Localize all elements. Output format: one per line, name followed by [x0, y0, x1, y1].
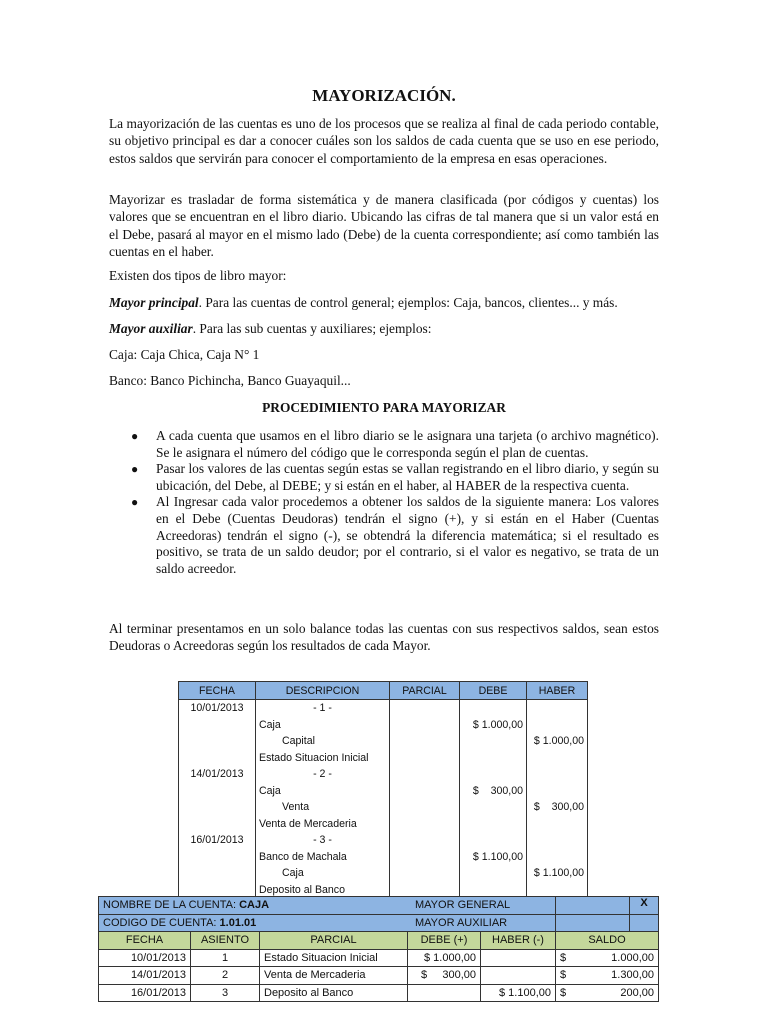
list-item: ● Al Ingresar cada valor procedemos a obtener los saldos de la siguiente manera: Los valores en el Debe (Cuentas Deudoras) tendrán el signo (+), y si están en el Haber (Cuentas Acreedoras) tendrán el signo (-), se obtendrá la diferencia matemática; si el resultado es positivo, se trata de un saldo deudor; por el contrario, si el valor es negativo, se trata de un saldo acreedor.: [131, 494, 659, 576]
bullet-icon: ●: [131, 429, 139, 443]
mayor-general-mark: X: [629, 897, 658, 914]
table-row: 10/01/2013 1 Estado Situacion Inicial $ 1.000,00 $ 1.000,00: [99, 949, 659, 967]
table-row: Caja $ 1.000,00: [179, 717, 588, 734]
table-row: 10/01/2013 - 1 -: [179, 700, 588, 717]
table-row: 16/01/2013 3 Deposito al Banco $ 1.100,00 $ 200,00: [99, 984, 659, 1002]
mayor-general-cell: [556, 897, 659, 915]
journal-header-row: [179, 682, 588, 700]
types-intro: Existen dos tipos de libro mayor:: [109, 268, 287, 283]
ledger-code-row: [99, 914, 659, 932]
journal-header-descripcion: DESCRIPCION: [256, 682, 390, 700]
ledger-header-saldo: SALDO: [556, 932, 659, 950]
page-title: MAYORIZACIÓN.: [312, 86, 456, 105]
bullet-icon: ●: [131, 495, 139, 510]
table-row: Estado Situacion Inicial: [179, 750, 588, 767]
table-row: Deposito al Banco: [179, 882, 588, 899]
table-row: Venta $ 300,00: [179, 799, 588, 816]
ledger-table: [98, 896, 659, 1002]
bullet-icon: ●: [131, 462, 139, 477]
list-item: ● A cada cuenta que usamos en el libro diario se le asignara una tarjeta (o archivo magnético). Se le asignara el número del código que le corresponda según el plan de cuentas.: [131, 428, 659, 460]
journal-header-haber: HABER: [527, 682, 588, 700]
procedure-list: [109, 428, 659, 577]
journal-table: [178, 681, 588, 899]
mayor-auxiliar-label: MAYOR AUXILIAR: [408, 914, 556, 932]
journal-header-parcial: PARCIAL: [390, 682, 460, 700]
procedure-subtitle: PROCEDIMIENTO PARA MAYORIZAR: [262, 400, 506, 415]
ledger-name-row: [99, 897, 659, 915]
ledger-header-asiento: ASIENTO: [191, 932, 260, 950]
mayor-principal-paragraph: [109, 294, 659, 311]
journal-header-fecha: FECHA: [179, 682, 256, 700]
definition-paragraph: Mayorizar es trasladar de forma sistemática y de manera clasificada (por códigos y cuentas) los valores que se encuentran en el libro diario. Ubicando las cifras de tal manera que si un valor está en el Debe, pasará al mayor en el mismo lado (Debe) de la cuenta correspondiente; así como también las cuentas en el haber.: [109, 192, 659, 260]
mayor-auxiliar-paragraph: [109, 320, 659, 337]
table-row: 14/01/2013 2 Venta de Mercaderia $ 300,00 $ 1.300,00: [99, 967, 659, 985]
ledger-header-parcial: PARCIAL: [260, 932, 408, 950]
table-row: Banco de Machala $ 1.100,00: [179, 849, 588, 866]
table-row: Caja $ 300,00: [179, 783, 588, 800]
banco-example: Banco: Banco Pichincha, Banco Guayaquil...: [109, 373, 351, 388]
table-row: 16/01/2013 - 3 -: [179, 832, 588, 849]
mayor-principal-text: . Para las cuentas de control general; ejemplos: Caja, bancos, clientes... y más.: [198, 295, 618, 310]
mayor-principal-label: Mayor principal: [109, 295, 199, 310]
ledger-header-fecha: FECHA: [99, 932, 191, 950]
mayor-general-label: MAYOR GENERAL: [408, 897, 556, 915]
ledger-header-row: [99, 932, 659, 950]
table-row: Capital $ 1.000,00: [179, 733, 588, 750]
closing-paragraph: Al terminar presentamos en un solo balance todas las cuentas con sus respectivos saldos, sean estos Deudoras o Acreedoras según los resultados de cada Mayor.: [109, 621, 659, 654]
account-code: CODIGO DE CUENTA: 1.01.01: [99, 914, 408, 932]
journal-header-debe: DEBE: [460, 682, 527, 700]
mayor-auxiliar-cell: [556, 914, 659, 932]
mayor-auxiliar-label: Mayor auxiliar: [109, 321, 193, 336]
table-row: Caja $ 1.100,00: [179, 865, 588, 882]
account-name: NOMBRE DE LA CUENTA: CAJA: [99, 897, 408, 915]
table-row: Venta de Mercaderia: [179, 816, 588, 833]
ledger-header-debe: DEBE (+): [408, 932, 481, 950]
intro-paragraph: La mayorización de las cuentas es uno de los procesos que se realiza al final de cada periodo contable, su objetivo principal es dar a conocer cuáles son los saldos de cada cuenta que se uso en ese periodo, estos saldos que servirán para conocer el comportamiento de la empresa en esas operaciones.: [109, 116, 659, 166]
list-item: ● Pasar los valores de las cuentas según estas se vallan registrando en el libro diario, y según su ubicación, del Debe, al DEBE; y si están en el haber, al HABER de la respectiva cuenta.: [131, 461, 659, 493]
caja-example: Caja: Caja Chica, Caja N° 1: [109, 347, 260, 362]
ledger-header-haber: HABER (-): [481, 932, 556, 950]
table-row: 14/01/2013 - 2 -: [179, 766, 588, 783]
mayor-auxiliar-text: . Para las sub cuentas y auxiliares; ejemplos:: [192, 321, 432, 336]
